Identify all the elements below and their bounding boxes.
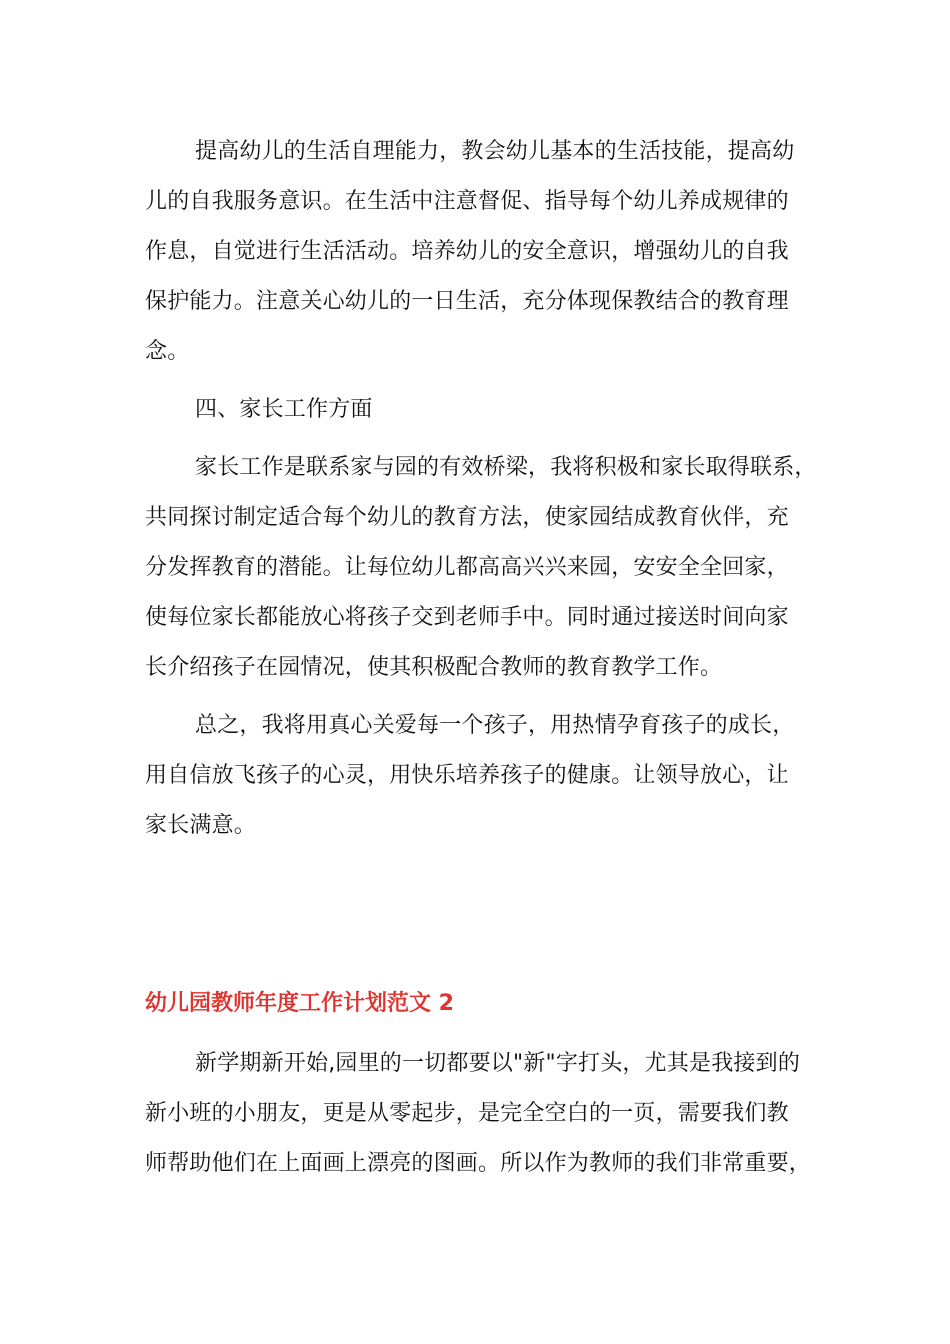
paragraph-line: 家长工作是联系家与园的有效桥梁，我将积极和家长取得联系， (195, 455, 817, 480)
paragraph-line: 作息，自觉进行生活活动。培养幼儿的安全意识，增强幼儿的自我 (145, 239, 789, 264)
section-heading: 幼儿园教师年度工作计划范文 2 (145, 991, 454, 1016)
paragraph-line: 家长满意。 (145, 813, 257, 838)
section-subheading: 四、家长工作方面 (195, 397, 373, 422)
paragraph-line: 共同探讨制定适合每个幼儿的教育方法，使家园结成教育伙伴，充 (145, 505, 789, 530)
paragraph-line: 提高幼儿的生活自理能力，教会幼儿基本的生活技能，提高幼 (195, 139, 795, 164)
paragraph-line: 新学期新开始,园里的一切都要以"新"字打头，尤其是我接到的 (195, 1051, 801, 1076)
paragraph-line: 新小班的小朋友，更是从零起步，是完全空白的一页，需要我们教 (145, 1101, 789, 1126)
paragraph-line: 念。 (145, 339, 190, 364)
paragraph-line: 儿的自我服务意识。在生活中注意督促、指导每个幼儿养成规律的 (145, 189, 789, 214)
paragraph-line: 分发挥教育的潜能。让每位幼儿都高高兴兴来园，安安全全回家， (145, 555, 789, 580)
paragraph-line: 长介绍孩子在园情况，使其积极配合教师的教育教学工作。 (145, 655, 723, 680)
paragraph-line: 用自信放飞孩子的心灵，用快乐培养孩子的健康。让领导放心，让 (145, 763, 789, 788)
paragraph-line: 总之，我将用真心关爱每一个孩子，用热情孕育孩子的成长， (195, 713, 795, 738)
paragraph-line: 保护能力。注意关心幼儿的一日生活，充分体现保教结合的教育理 (145, 289, 789, 314)
paragraph-line: 师帮助他们在上面画上漂亮的图画。所以作为教师的我们非常重要， (145, 1151, 812, 1176)
paragraph-line: 使每位家长都能放心将孩子交到老师手中。同时通过接送时间向家 (145, 605, 789, 630)
